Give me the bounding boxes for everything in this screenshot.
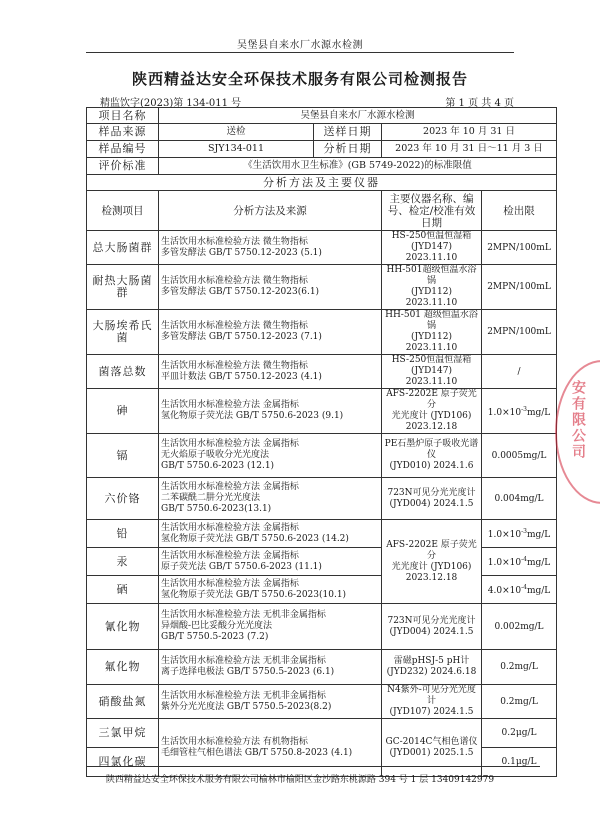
limit-cell: / bbox=[482, 355, 557, 389]
col-head-instrument: 主要仪器名称、编号、检定/校准有效日期 bbox=[382, 191, 482, 231]
item-name: 氟化物 bbox=[87, 650, 159, 685]
seal-text: 安有限公司 bbox=[570, 380, 586, 460]
analysis-date-value: 2023 年 10 月 31 日～11 月 3 日 bbox=[382, 141, 557, 158]
method-cell: 生活饮用水标准检验方法 微生物指标 多管发酵法 GB/T 5750.12-2023(6.1) bbox=[159, 265, 382, 310]
limit-cell: $4.0\times 10^{-4}mg/L$ bbox=[482, 576, 557, 604]
method-cell: 生活饮用水标准检验方法 无机非金属指标 紫外分光光度法 GB/T 5750.5-2023(8.2) bbox=[159, 685, 382, 719]
item-name: 镉 bbox=[87, 434, 159, 478]
project-value: 吴堡县自来水厂水源水检测 bbox=[159, 108, 557, 124]
running-header: 吴堡县自来水厂水源水检测 bbox=[237, 40, 363, 51]
standard-label: 评价标准 bbox=[87, 158, 159, 175]
method-cell: 生活饮用水标准检验方法 金属指标 氢化物原子荧光法 GB/T 5750.6-2023 (14.2) bbox=[159, 520, 382, 548]
item-name: 大肠埃希氏菌 bbox=[87, 310, 159, 355]
item-name: 耐热大肠菌群 bbox=[87, 265, 159, 310]
limit-cell: 0.002mg/L bbox=[482, 604, 557, 650]
method-cell: 生活饮用水标准检验方法 金属指标 原子荧光法 GB/T 5750.6-2023 (11.1) bbox=[159, 548, 382, 576]
instrument-cell: AFS-2202E 原子荧光分 光光度计 (JYD106) 2023.12.18 bbox=[382, 389, 482, 434]
method-cell: 生活饮用水标准检验方法 金属指标 氢化物原子荧光法 GB/T 5750.6-2023(10.1) bbox=[159, 576, 382, 604]
limit-cell: $1.0\times 10^{-4}mg/L$ bbox=[482, 548, 557, 576]
method-cell: 生活饮用水标准检验方法 微生物指标 平皿计数法 GB/T 5750.12-2023 (4.1) bbox=[159, 355, 382, 389]
source-label: 样品来源 bbox=[87, 124, 159, 141]
item-name: 铅 bbox=[87, 520, 159, 548]
item-name: 菌落总数 bbox=[87, 355, 159, 389]
limit-cell: 0.0005mg/L bbox=[482, 434, 557, 478]
instrument-cell: 723N可见分光光度计 (JYD004) 2024.1.5 bbox=[382, 604, 482, 650]
instrument-cell: N4紫外-可见分光光度计 (JYD107) 2024.1.5 bbox=[382, 685, 482, 719]
instrument-cell: HH-501 超级恒温水浴锅 (JYD112) 2023.11.10 bbox=[382, 310, 482, 355]
item-name: 三氯甲烷 bbox=[87, 719, 159, 748]
shared-instrument-cell: AFS-2202E 原子荧光分 光光度计 (JYD106) 2023.12.18 bbox=[382, 520, 482, 604]
limit-cell: 0.2mg/L bbox=[482, 650, 557, 685]
instrument-cell: HH-501超级恒温水浴锅 (JYD112) 2023.11.10 bbox=[382, 265, 482, 310]
section-title: 分析方法及主要仪器 bbox=[87, 175, 557, 191]
instrument-cell: 723N可见分光光度计 (JYD004) 2024.1.5 bbox=[382, 478, 482, 520]
footer-address: 陕西精益达安全环保技术服务有限公司榆林市榆阳区金沙路东桃源路 394 号 1 层 13409142979 bbox=[105, 775, 495, 785]
item-name: 硒 bbox=[87, 576, 159, 604]
item-name: 硝酸盐氮 bbox=[87, 685, 159, 719]
method-cell: 生活饮用水标准检验方法 金属指标 二苯碳酰二肼分光光度法 GB/T 5750.6-2023(13.1) bbox=[159, 478, 382, 520]
limit-cell: 2MPN/100mL bbox=[482, 231, 557, 265]
col-head-limit: 检出限 bbox=[482, 191, 557, 231]
instrument-cell: PE石墨炉原子吸收光谱仪 (JYD010) 2024.1.6 bbox=[382, 434, 482, 478]
col-head-item: 检测项目 bbox=[87, 191, 159, 231]
limit-cell: 2MPN/100mL bbox=[482, 265, 557, 310]
instrument-cell: 雷磁pHSJ-5 pH计 (JYD232) 2024.6.18 bbox=[382, 650, 482, 685]
analysis-date-label: 分析日期 bbox=[314, 141, 382, 158]
method-cell: 生活饮用水标准检验方法 微生物指标 多管发酵法 GB/T 5750.12-2023 (7.1) bbox=[159, 310, 382, 355]
instrument-cell: HS-250恒温恒湿箱 (JYD147) 2023.11.10 bbox=[382, 231, 482, 265]
send-date-label: 送样日期 bbox=[314, 124, 382, 141]
instrument-cell: HS-250恒温恒湿箱 (JYD147) 2023.11.10 bbox=[382, 355, 482, 389]
limit-cell: 0.004mg/L bbox=[482, 478, 557, 520]
shared-method-cell: 生活饮用水标准检验方法 有机物指标 毛细管柱气相色谱法 GB/T 5750.8-2023 (4.1) bbox=[159, 719, 382, 777]
item-name: 氰化物 bbox=[87, 604, 159, 650]
project-label: 项目名称 bbox=[87, 108, 159, 124]
item-name: 汞 bbox=[87, 548, 159, 576]
item-name: 四氯化碳 bbox=[87, 748, 159, 777]
col-head-method: 分析方法及来源 bbox=[159, 191, 382, 231]
footer-divider bbox=[86, 766, 540, 767]
source-value: 送检 bbox=[159, 124, 314, 141]
limit-cell: 0.2mg/L bbox=[482, 685, 557, 719]
report-title: 陕西精益达安全环保技术服务有限公司检测报告 bbox=[131, 70, 468, 88]
sample-no-value: SJY134-011 bbox=[159, 141, 314, 158]
header-divider bbox=[86, 52, 514, 53]
method-cell: 生活饮用水标准检验方法 无机非金属指标 离子选择电极法 GB/T 5750.5-2023 (6.1) bbox=[159, 650, 382, 685]
limit-cell: $1.0\times 10^{-3}mg/L$ bbox=[482, 389, 557, 434]
page-number: 第 1 页 共 4 页 bbox=[445, 98, 514, 109]
method-cell: 生活饮用水标准检验方法 金属指标 氢化物原子荧光法 GB/T 5750.6-2023 (9.1) bbox=[159, 389, 382, 434]
shared-instrument-cell: GC-2014C气相色谱仪 (JYD001) 2025.1.5 bbox=[382, 719, 482, 777]
item-name: 六价铬 bbox=[87, 478, 159, 520]
send-date-value: 2023 年 10 月 31 日 bbox=[382, 124, 557, 141]
limit-cell: 0.1μg/L bbox=[482, 748, 557, 777]
method-cell: 生活饮用水标准检验方法 微生物指标 多管发酵法 GB/T 5750.12-2023 (5.1) bbox=[159, 231, 382, 265]
report-number: 精监饮字(2023)第 134-011 号 bbox=[100, 98, 242, 109]
method-cell: 生活饮用水标准检验方法 无机非金属指标 异烟酸-巴比妥酸分光光度法 GB/T 5750.5-2023 (7.2) bbox=[159, 604, 382, 650]
limit-cell: 2MPN/100mL bbox=[482, 310, 557, 355]
sample-no-label: 样品编号 bbox=[87, 141, 159, 158]
standard-value: 《生活饮用水卫生标准》(GB 5749-2022)的标准限值 bbox=[159, 158, 557, 175]
item-name: 砷 bbox=[87, 389, 159, 434]
report-table bbox=[86, 107, 557, 777]
limit-cell: $1.0\times 10^{-3}mg/L$ bbox=[482, 520, 557, 548]
method-cell: 生活饮用水标准检验方法 金属指标 无火焰原子吸收分光光度法 GB/T 5750.6-2023 (12.1) bbox=[159, 434, 382, 478]
limit-cell: 0.2μg/L bbox=[482, 719, 557, 748]
item-name: 总大肠菌群 bbox=[87, 231, 159, 265]
